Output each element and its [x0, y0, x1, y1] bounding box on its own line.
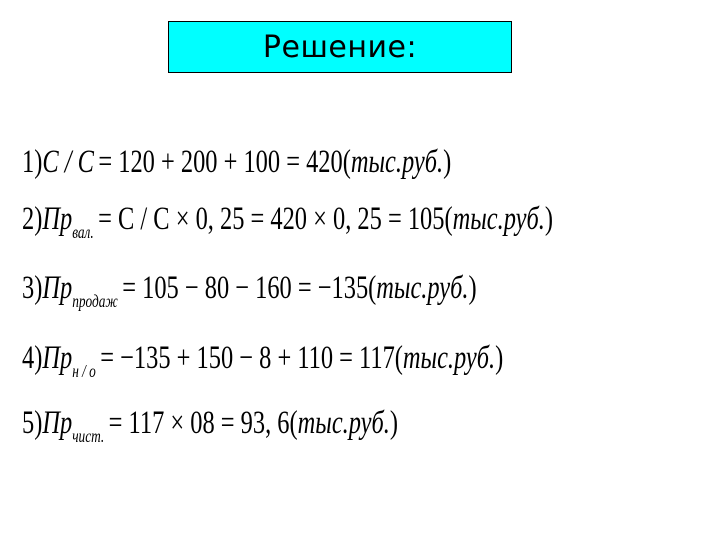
- unit-close-paren: ): [495, 340, 504, 376]
- formula-number: 1): [22, 144, 43, 180]
- formula-line-4: [22, 338, 503, 382]
- formula-variable: Пр: [42, 201, 73, 237]
- formula-unit: тыс.руб.: [402, 340, 496, 376]
- formula-number: 2): [22, 201, 43, 237]
- formula-number: 4): [22, 340, 43, 376]
- unit-open-paren: (: [368, 270, 377, 306]
- formula-number: 3): [22, 270, 43, 306]
- formula-expression: = 117 × 08 = 93, 6: [108, 405, 290, 441]
- slide-title: Решение:: [262, 29, 418, 65]
- formula-subscript: вал.: [72, 222, 94, 242]
- unit-close-paren: ): [544, 201, 553, 237]
- formula-line-2: [22, 199, 553, 243]
- unit-open-paren: (: [444, 201, 453, 237]
- formula-expression: = 105 − 80 − 160 = −135: [122, 270, 369, 306]
- formula-variable: Пр: [42, 270, 73, 306]
- formula-unit: тыс.руб.: [350, 144, 444, 180]
- formula-line-5: [22, 403, 398, 447]
- title-box: [168, 21, 512, 73]
- formula-subscript: продаж: [72, 291, 118, 311]
- formula-unit: тыс.руб.: [452, 201, 545, 237]
- formula-line-3: [22, 268, 477, 312]
- unit-close-paren: ): [443, 144, 452, 180]
- formula-subscript: чист.: [72, 426, 105, 446]
- unit-open-paren: (: [342, 144, 351, 180]
- formula-expression: = С / С × 0, 25 = 420 × 0, 25 = 105: [98, 201, 445, 237]
- formula-subscript: н / о: [72, 361, 96, 381]
- unit-open-paren: (: [394, 340, 403, 376]
- formula-unit: тыс.руб.: [297, 405, 390, 441]
- formula-unit: тыс.руб.: [376, 270, 469, 306]
- formula-variable: С / С: [42, 144, 94, 180]
- unit-close-paren: ): [389, 405, 399, 441]
- formula-variable: Пр: [42, 405, 73, 441]
- formula-expression: = −135 + 150 − 8 + 110 = 117: [100, 340, 395, 376]
- formula-number: 5): [22, 405, 43, 441]
- unit-open-paren: (: [289, 405, 298, 441]
- unit-close-paren: ): [468, 270, 477, 306]
- formula-variable: Пр: [42, 340, 73, 376]
- formula-expression: = 120 + 200 + 100 = 420: [98, 144, 343, 180]
- formula-line-1: [22, 142, 451, 186]
